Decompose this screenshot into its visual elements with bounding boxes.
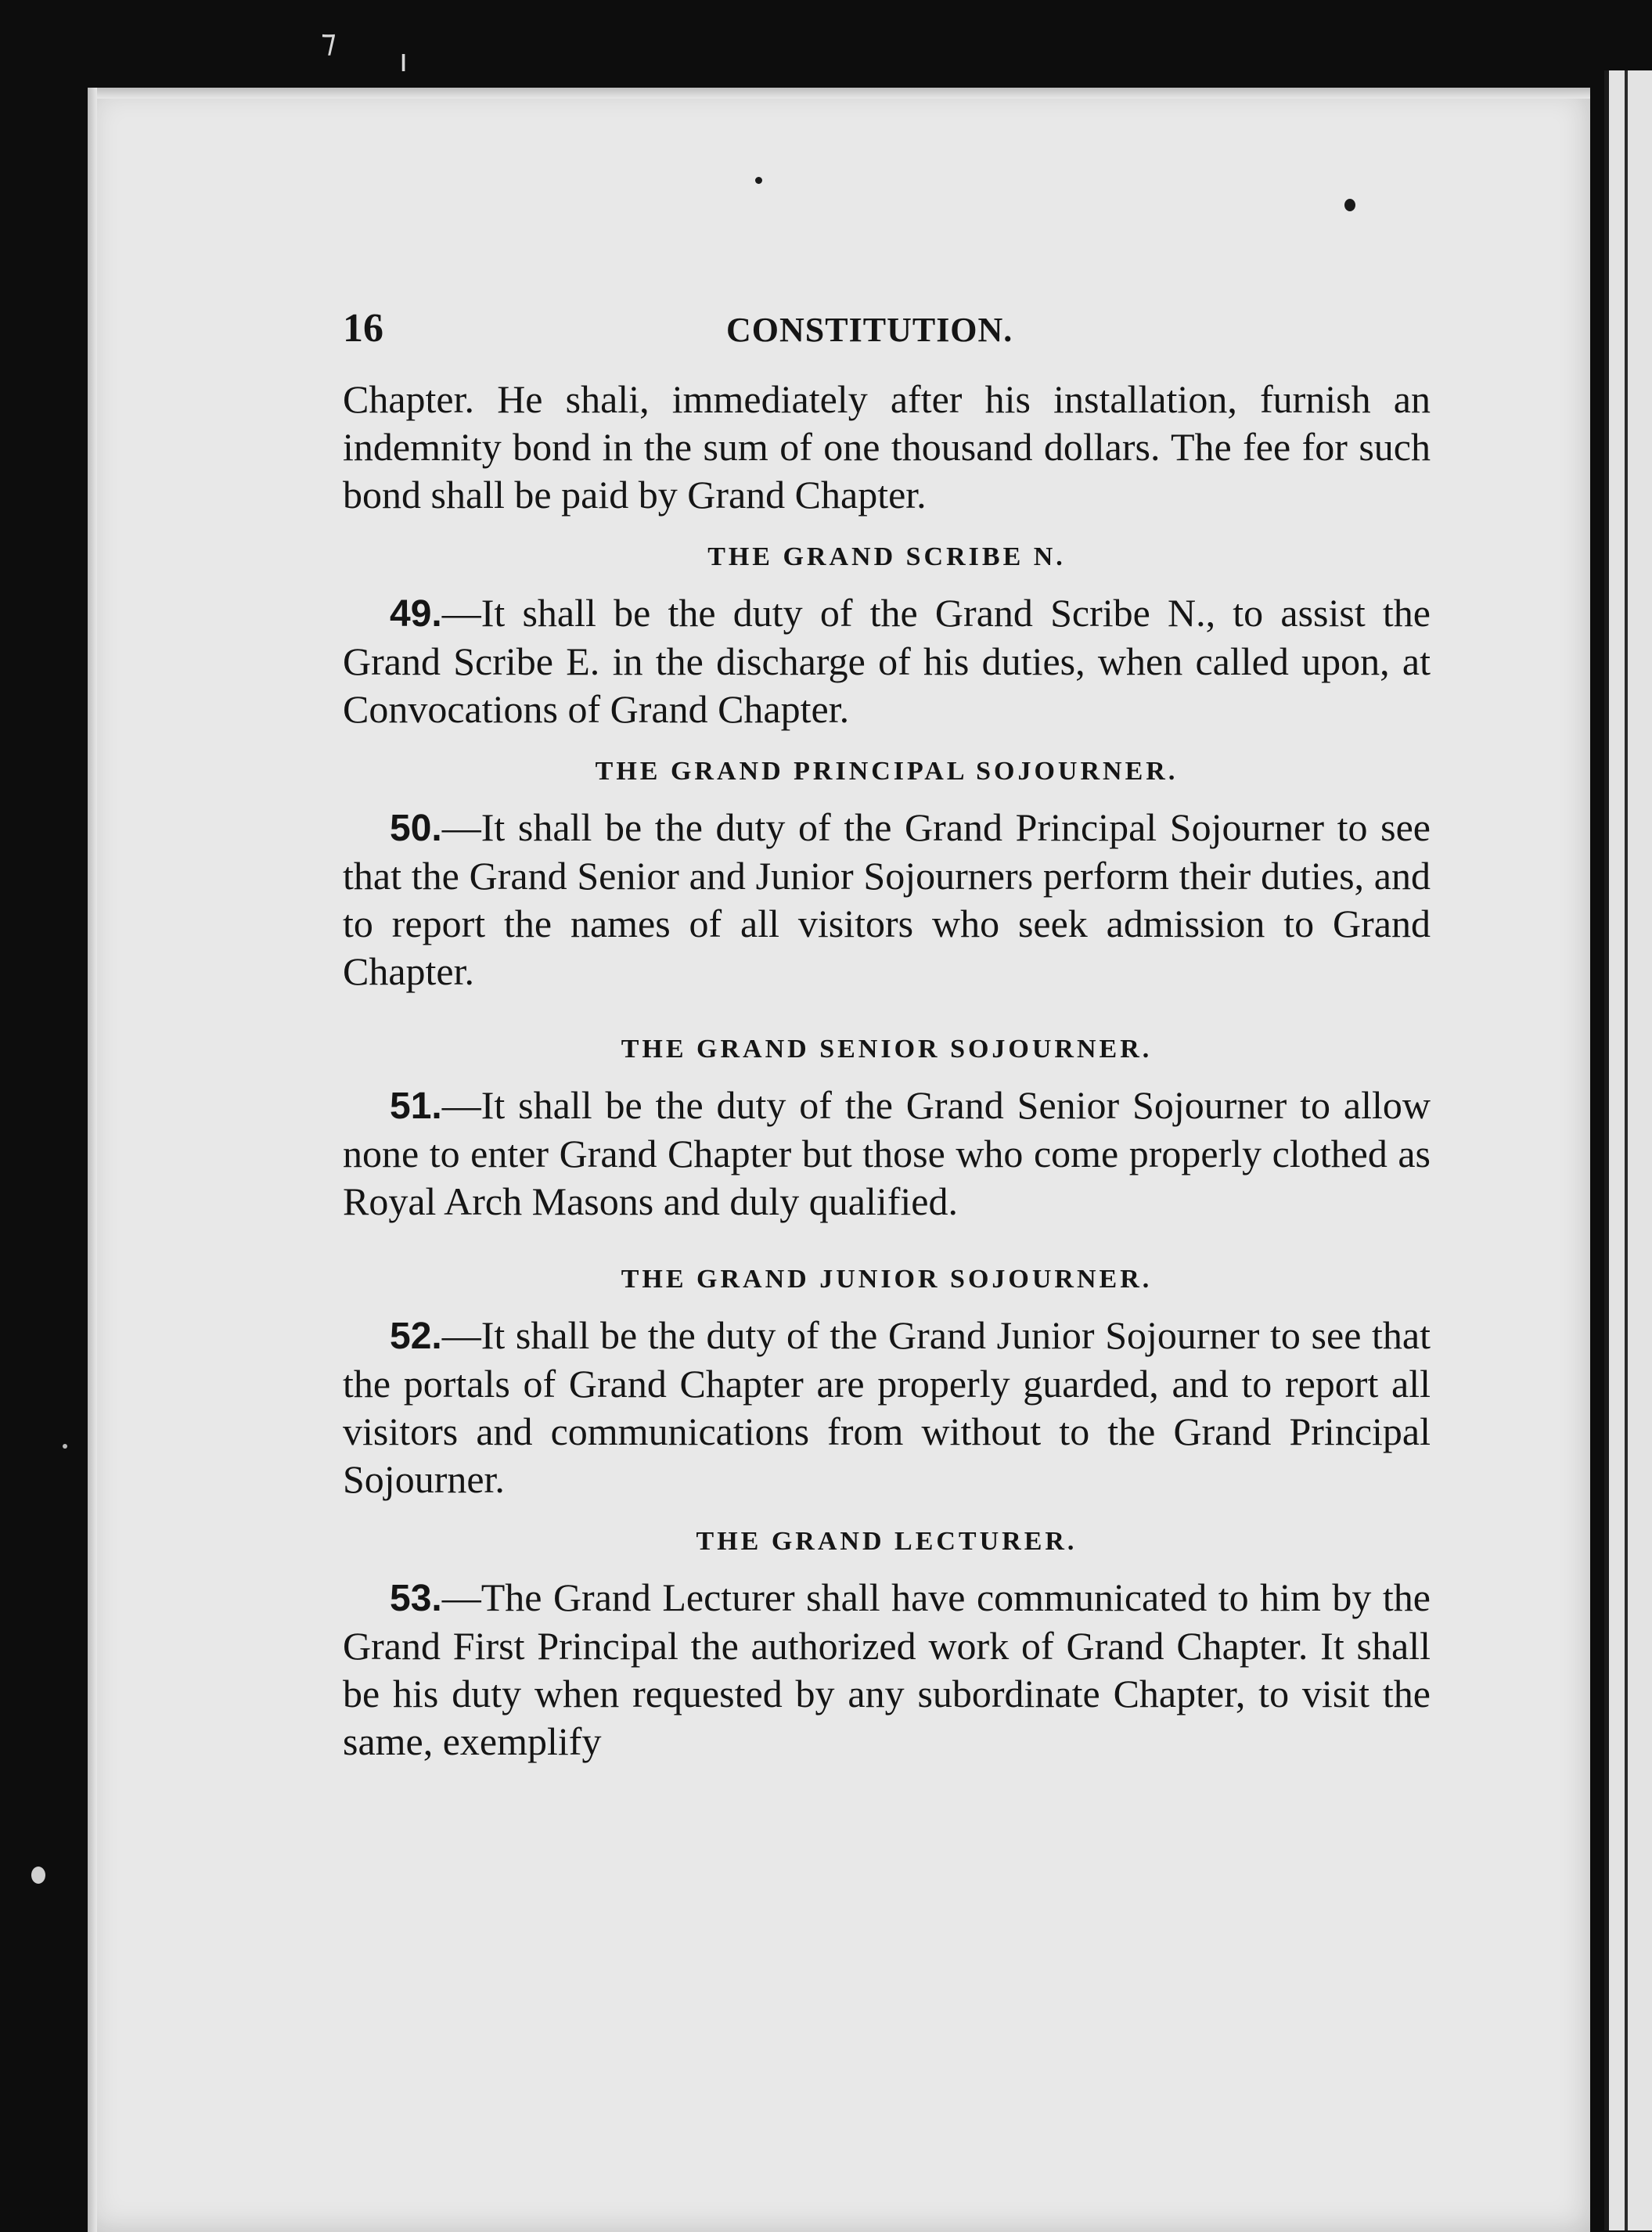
section-heading: THE GRAND LECTURER.: [696, 1527, 1078, 1556]
facing-page-edge: [1604, 70, 1652, 2230]
section-paragraph: [343, 1574, 1431, 1766]
section-52: [343, 1265, 1431, 1503]
section-number: 51.: [390, 1085, 442, 1127]
section-heading: THE GRAND SENIOR SOJOURNER.: [621, 1035, 1153, 1064]
section-number: 52.: [390, 1316, 442, 1357]
section-number: 49.: [390, 593, 442, 635]
section-53: [343, 1527, 1431, 1766]
page-number: 16: [343, 306, 383, 351]
section-text: —It shall be the duty of the Grand Scribe N., to assist the Grand Scribe E. in the discharge of his duties, when called upon, at Convocations of Grand Chapter.: [343, 591, 1431, 731]
section-number: 50.: [390, 808, 442, 849]
ink-speck: [63, 1444, 67, 1449]
section-heading: THE GRAND PRINCIPAL SOJOURNER.: [595, 757, 1179, 786]
section-text: —It shall be the duty of the Grand Senior Sojourner to allow none to enter Grand Chapter but those who come properly clothed as Royal Arch Masons and duly qualified.: [343, 1083, 1431, 1223]
running-title: CONSTITUTION.: [726, 311, 1013, 349]
section-text: —The Grand Lecturer shall have communicated to him by the Grand First Principal the authorized work of Grand Chapter. It shall be his duty when requested by any subordinate Chapter, to visit the same, exemplify: [343, 1575, 1431, 1763]
section-heading: THE GRAND JUNIOR SOJOURNER.: [621, 1265, 1153, 1294]
section-51: [343, 1035, 1431, 1226]
top-margin-mark-2: ı: [399, 43, 409, 79]
section-text: —It shall be the duty of the Grand Junior Sojourner to see that the portals of Grand Chapter are properly guarded, and to report all visitors and communications from without to the Grand Principal Sojourner.: [343, 1313, 1431, 1501]
section-number: 53.: [390, 1578, 442, 1619]
section-paragraph: [343, 589, 1431, 733]
section-50: [343, 757, 1431, 995]
section-text: —It shall be the duty of the Grand Principal Sojourner to see that the Grand Senior and Junior Sojourners perform their duties, and to report the names of all visitors who seek admission to Grand Chapter.: [343, 805, 1431, 993]
ink-speck: [755, 177, 762, 184]
top-margin-mark-1: ⁊: [321, 23, 337, 59]
section-49: [343, 542, 1431, 733]
section-heading: THE GRAND SCRIBE N.: [707, 542, 1066, 571]
page-top-edge: [88, 88, 1590, 99]
section-paragraph: [343, 1082, 1431, 1226]
section-paragraph: [343, 1312, 1431, 1503]
section-paragraph: [343, 804, 1431, 995]
page-header: [343, 305, 1431, 376]
opening-paragraph: Chapter. He shali, immediately after his installation, furnish an indemnity bond in the sum of one thousand dollars. The fee for such bond shall be paid by Grand Chapter.: [343, 377, 1431, 517]
page-left-edge: [88, 88, 97, 2232]
ink-speck: [1344, 199, 1355, 211]
ink-speck: [31, 1867, 45, 1884]
page-content: [343, 305, 1431, 1766]
